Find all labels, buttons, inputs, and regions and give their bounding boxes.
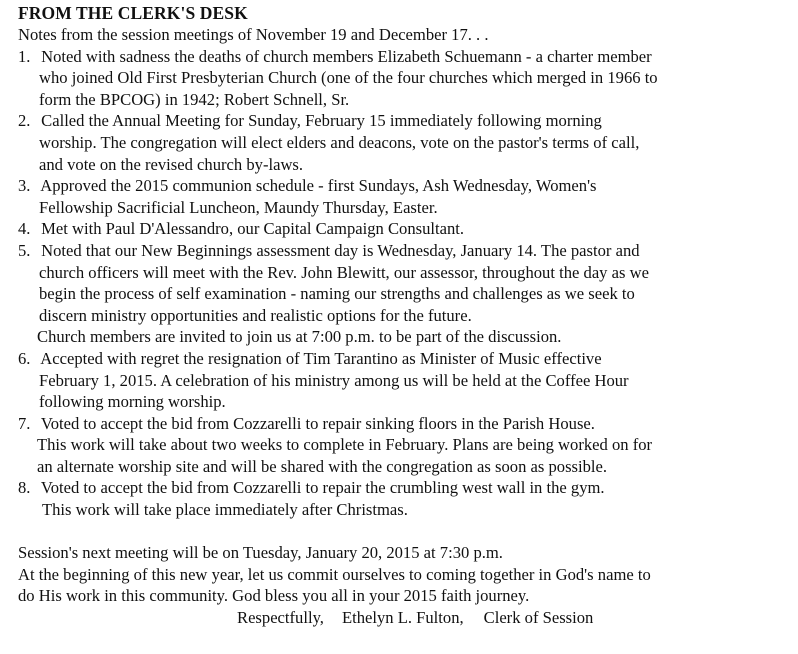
signature-line — [18, 607, 788, 629]
list-item-2-line-2: worship. The congregation will elect elders and deacons, vote on the pastor's terms of call, — [39, 132, 640, 152]
list-item-3-line-1: 3. Approved the 2015 communion schedule - first Sundays, Ash Wednesday, Women's — [18, 176, 597, 196]
document-heading: FROM THE CLERK'S DESK — [18, 3, 248, 23]
item-number: 8. — [18, 478, 31, 498]
list-item-2-line-3: and vote on the revised church by-laws. — [39, 154, 304, 174]
item-number: 6. — [18, 348, 31, 368]
list-item-6-line-2: February 1, 2015. A celebration of his ministry among us will be held at the Coffee Hour — [39, 370, 629, 390]
list-item-7-line-1: 7. Voted to accept the bid from Cozzarelli to repair sinking floors in the Parish House. — [18, 413, 595, 433]
list-item-5-line-3: begin the process of self examination - naming our strengths and challenges as we seek to — [39, 284, 635, 304]
closing-paragraph — [18, 542, 788, 607]
intro-line: Notes from the session meetings of November 19 and December 17. . . — [18, 25, 489, 44]
list-item-8-line-1: 8. Voted to accept the bid from Cozzarelli to repair the crumbling west wall in the gym. — [18, 478, 605, 498]
list-item-6-line-3: following morning worship. — [39, 392, 226, 412]
list-item-7-line-3: an alternate worship site and will be shared with the congregation as soon as possible. — [37, 456, 608, 476]
numbered-list — [18, 46, 788, 521]
list-item-5-line-1: 5. Noted that our New Beginnings assessment day is Wednesday, January 14. The pastor and — [18, 240, 640, 260]
list-item-4-line-1: 4. Met with Paul D'Alessandro, our Capital Campaign Consultant. — [18, 219, 465, 239]
list-item-1-line-3: form the BPCOG) in 1942; Robert Schnell, Sr. — [39, 89, 350, 109]
list-item-1-line-2: who joined Old First Presbyterian Church (one of the four churches which merged in 1966 to — [39, 68, 658, 88]
signature-name: Ethelyn L. Fulton, — [341, 608, 464, 628]
list-item-3-line-2: Fellowship Sacrificial Luncheon, Maundy Thursday, Easter. — [39, 197, 438, 217]
paragraph-spacer — [18, 521, 788, 543]
signature-title: Clerk of Session — [483, 608, 594, 628]
list-item-8-line-2: This work will take place immediately after Christmas. — [42, 500, 408, 520]
signature-salutation: Respectfully, — [237, 608, 324, 628]
closing-line-1: Session's next meeting will be on Tuesday, January 20, 2015 at 7:30 p.m. — [18, 543, 503, 563]
item-number: 5. — [18, 240, 31, 260]
closing-line-3: do His work in this community. God bless you all in your 2015 faith journey. — [18, 586, 530, 606]
list-item-2-line-1: 2. Called the Annual Meeting for Sunday, February 15 immediately following morning — [18, 111, 602, 131]
list-item-1-line-1: 1. Noted with sadness the deaths of church members Elizabeth Schuemann - a charter member — [18, 46, 652, 66]
item-number: 3. — [18, 176, 31, 196]
list-item-6-line-1: 6. Accepted with regret the resignation of Tim Tarantino as Minister of Music effective — [18, 348, 602, 368]
item-number: 1. — [18, 46, 31, 66]
item-number: 7. — [18, 413, 31, 433]
item-number: 4. — [18, 219, 31, 239]
list-item-5-line-2: church officers will meet with the Rev. John Blewitt, our assessor, throughout the day as we — [39, 262, 649, 282]
item-number: 2. — [18, 111, 31, 131]
list-item-5-line-4: discern ministry opportunities and realistic options for the future. — [39, 305, 472, 325]
clerk-desk-document — [18, 3, 788, 629]
list-item-5-line-5: Church members are invited to join us at 7:00 p.m. to be part of the discussion. — [37, 327, 562, 347]
list-item-7-line-2: This work will take about two weeks to complete in February. Plans are being worked on for — [37, 435, 653, 455]
closing-line-2: At the beginning of this new year, let us commit ourselves to coming together in God's name to — [18, 564, 651, 584]
